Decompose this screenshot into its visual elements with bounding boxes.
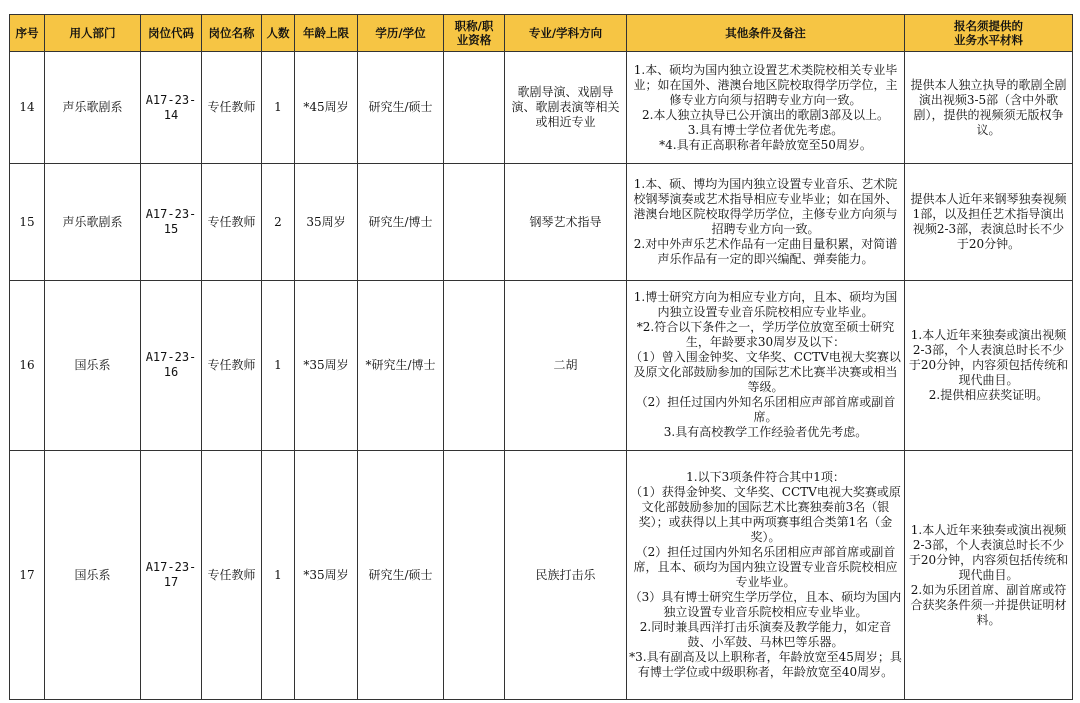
cell-material [905, 52, 1073, 164]
header-qualification-line: 业资格 [456, 33, 492, 47]
cell-age: *35周岁 [295, 280, 358, 451]
cell-seq: 15 [10, 164, 45, 280]
cell-degree: 研究生/硕士 [358, 52, 444, 164]
cell-title: 专任教师 [202, 280, 262, 451]
header-dept: 用人部门 [45, 15, 141, 52]
cell-age: 35周岁 [295, 164, 358, 280]
cell-seq: 17 [10, 451, 45, 700]
cell-qualification [444, 280, 505, 451]
note-item: （1）曾入围金钟奖、文华奖、CCTV电视大奖赛以及原文化部鼓励参加的国际艺术比赛半决赛或相当等级。 [630, 350, 901, 395]
cell-code-line: 16 [163, 365, 179, 380]
note-item: 1.本、硕、博均为国内独立设置专业音乐、艺术院校钢琴演奏或艺术指导相应专业毕业；如在国外、港澳台地区院校取得学历学位，主修专业方向须与招聘专业方向一致。 [633, 177, 898, 237]
cell-notes [627, 164, 905, 280]
cell-major-text: 民族打击乐 [535, 567, 596, 582]
material-item: 提供本人近年来钢琴独奏视频1部，以及担任艺术指导演出视频2-3部，表演总时长不少于20分钟。 [910, 192, 1067, 252]
header-notes: 其他条件及备注 [627, 15, 905, 52]
header-code: 岗位代码 [141, 15, 202, 52]
cell-count: 2 [262, 164, 295, 280]
cell-major [505, 451, 627, 700]
table-row [10, 164, 1073, 280]
cell-degree: 研究生/硕士 [358, 451, 444, 700]
cell-code-line: A17-23- [145, 207, 197, 222]
cell-major-text: 二胡 [553, 357, 578, 372]
recruitment-table [9, 14, 1073, 700]
header-qualification-line: 职称/职 [454, 19, 494, 33]
header-seq: 序号 [10, 15, 45, 52]
header-material-line: 业务水平材料 [954, 33, 1023, 47]
header-major: 专业/学科方向 [505, 15, 627, 52]
cell-code [141, 280, 202, 451]
cell-seq: 14 [10, 52, 45, 164]
cell-dept: 声乐歌剧系 [45, 164, 141, 280]
material-item: 2.如为乐团首席、副首席或符合获奖条件须一并提供证明材料。 [910, 582, 1067, 627]
cell-dept: 国乐系 [45, 280, 141, 451]
table-header-row [10, 15, 1073, 52]
cell-code [141, 52, 202, 164]
cell-material [905, 164, 1073, 280]
header-material [905, 15, 1073, 52]
cell-major [505, 52, 627, 164]
cell-code-line: 15 [163, 222, 179, 237]
table-body [10, 52, 1073, 700]
cell-material [905, 280, 1073, 451]
cell-qualification [444, 164, 505, 280]
cell-notes [627, 52, 905, 164]
cell-major [505, 164, 627, 280]
cell-code-line: 17 [163, 575, 179, 590]
cell-seq: 16 [10, 280, 45, 451]
header-title: 岗位名称 [202, 15, 262, 52]
cell-title: 专任教师 [202, 164, 262, 280]
cell-qualification [444, 52, 505, 164]
note-item: *2.符合以下条件之一，学历学位放宽至硕士研究生，年龄要求30周岁及以下： [636, 320, 895, 350]
material-item: 1.本人近年来独奏或演出视频2-3部，个人表演总时长不少于20分钟，内容须包括传统和现代曲目。 [908, 522, 1069, 582]
cell-dept: 声乐歌剧系 [45, 52, 141, 164]
cell-count: 1 [262, 52, 295, 164]
note-item: 1.本、硕均为国内独立设置艺术类院校相关专业毕业；如在国外、港澳台地区院校取得学历学位，主修专业方向须与招聘专业方向一致。 [633, 62, 898, 107]
cell-age: *35周岁 [295, 451, 358, 700]
cell-major [505, 280, 627, 451]
cell-notes [627, 280, 905, 451]
cell-count: 1 [262, 451, 295, 700]
note-item: 1.博士研究方向为相应专业方向，且本、硕均为国内独立设置专业音乐院校相应专业毕业。 [633, 290, 898, 320]
cell-code [141, 451, 202, 700]
table-row [10, 451, 1073, 700]
material-item: 1.本人近年来独奏或演出视频2-3部，个人表演总时长不少于20分钟，内容须包括传统和现代曲目。 [908, 327, 1069, 387]
cell-code-line: 14 [163, 107, 179, 122]
note-item: *3.具有副高及以上职称者，年龄放宽至45周岁；具有博士学位或中级职称者，年龄放宽至40周岁。 [629, 650, 902, 680]
note-item: （3）具有博士研究生学历学位，且本、硕均为国内独立设置专业音乐院校相应专业毕业。 [629, 590, 902, 620]
header-material-line: 报名须提供的 [954, 19, 1023, 33]
cell-qualification [444, 451, 505, 700]
cell-notes [627, 451, 905, 700]
note-item: 3.具有博士学位者优先考虑。 [687, 122, 844, 137]
note-item: 2.本人独立执导已公开演出的歌剧3部及以上。 [641, 107, 890, 122]
cell-code [141, 164, 202, 280]
cell-major-text: 歌剧导演、戏剧导演、歌剧表演等相关或相近专业 [511, 85, 620, 130]
cell-major-text: 钢琴艺术指导 [529, 214, 602, 229]
header-count: 人数 [262, 15, 295, 52]
note-item: （2）担任过国内外知名乐团相应声部首席或副首席。 [635, 395, 896, 425]
note-item: 2.同时兼具西洋打击乐演奏及教学能力，如定音鼓、小军鼓、马林巴等乐器。 [639, 620, 892, 650]
table-row [10, 280, 1073, 451]
note-item: 3.具有高校教学工作经验者优先考虑。 [663, 425, 868, 440]
note-item: （1）获得金钟奖、文华奖、CCTV电视大奖赛或原文化部鼓励参加的国际艺术比赛独奏前3名（银奖）；或获得以上其中两项赛事组合类第1名（金奖）。 [630, 485, 901, 545]
note-item: *4.具有正高职称者年龄放宽至50周岁。 [659, 137, 872, 152]
material-item: 提供本人独立执导的歌剧全剧演出视频3-5部（含中外歌剧），提供的视频须无版权争议。 [910, 77, 1067, 137]
note-item: （2）担任过国内外知名乐团相应声部首席或副首席，且本、硕均为国内独立设置专业音乐院校相应专业毕业。 [633, 545, 898, 590]
cell-code-line: A17-23- [145, 560, 197, 575]
table-row [10, 52, 1073, 164]
material-item: 2.提供相应获奖证明。 [928, 387, 1049, 402]
cell-degree: *研究生/博士 [358, 280, 444, 451]
cell-degree: 研究生/博士 [358, 164, 444, 280]
header-age: 年龄上限 [295, 15, 358, 52]
header-degree: 学历/学位 [358, 15, 444, 52]
note-item: 1.以下3项条件符合其中1项： [686, 470, 845, 485]
cell-material [905, 451, 1073, 700]
cell-title: 专任教师 [202, 451, 262, 700]
header-qualification [444, 15, 505, 52]
cell-dept: 国乐系 [45, 451, 141, 700]
cell-title: 专任教师 [202, 52, 262, 164]
note-item: 2.对中外声乐艺术作品有一定曲目量积累，对简谱声乐作品有一定的即兴编配、弹奏能力。 [633, 237, 898, 267]
cell-code-line: A17-23- [145, 350, 197, 365]
cell-count: 1 [262, 280, 295, 451]
cell-code-line: A17-23- [145, 92, 197, 107]
cell-age: *45周岁 [295, 52, 358, 164]
